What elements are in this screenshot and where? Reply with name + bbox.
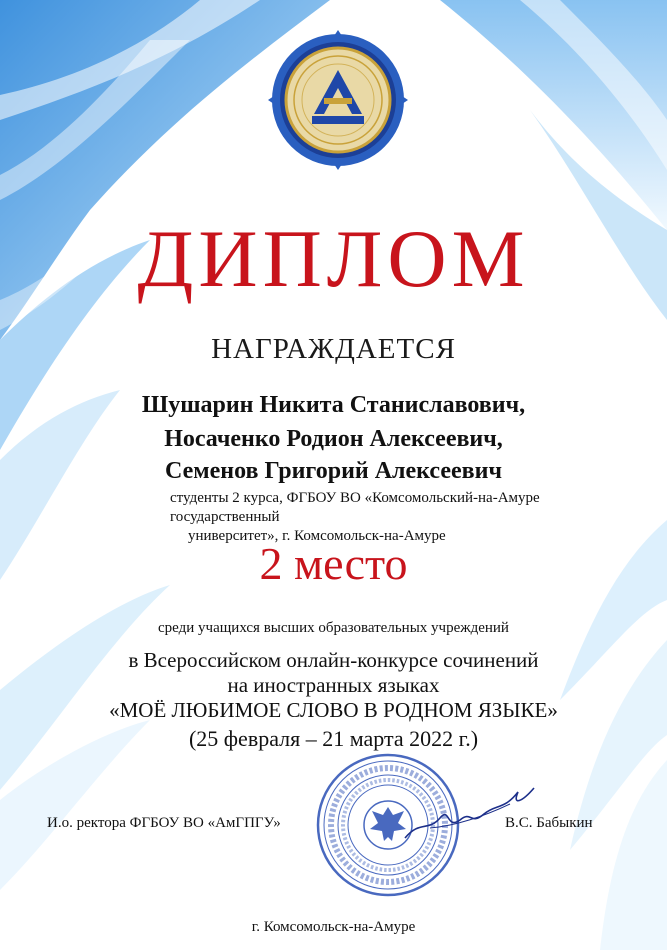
- contest-dates: (25 февраля – 21 марта 2022 г.): [188, 726, 479, 751]
- affiliation-line: университет», г. Комсомольск-на-Амуре: [188, 528, 446, 544]
- diploma-title: ДИПЛОМ: [137, 213, 530, 304]
- awarded-label: НАГРАЖДАЕТСЯ: [211, 333, 456, 365]
- city-footer: г. Комсомольск-на-Амуре: [251, 919, 416, 935]
- signer-name: В.С. Бабыкин: [505, 815, 593, 831]
- contest-line: на иностранных языках: [227, 673, 440, 697]
- place-award: 2 место: [259, 538, 408, 589]
- contest-title: «МОЁ ЛЮБИМОЕ СЛОВО В РОДНОМ ЯЗЫКЕ»: [109, 698, 558, 722]
- category-text: среди учащихся высших образовательных учреждений: [158, 620, 509, 636]
- contest-line: в Всероссийском онлайн-конкурсе сочинений: [128, 648, 539, 672]
- recipient-name: Шушарин Никита Станиславович,: [141, 392, 526, 418]
- university-seal-icon: [268, 30, 408, 170]
- affiliation-line: студенты 2 курса, ФГБОУ ВО «Комсомольский-на-Амуре государственный: [170, 490, 540, 525]
- recipient-name: Семенов Григорий Алексеевич: [165, 458, 502, 484]
- recipient-name: Носаченко Родион Алексеевич,: [164, 426, 503, 452]
- signer-title: И.о. ректора ФГБОУ ВО «АмГПГУ»: [47, 815, 281, 831]
